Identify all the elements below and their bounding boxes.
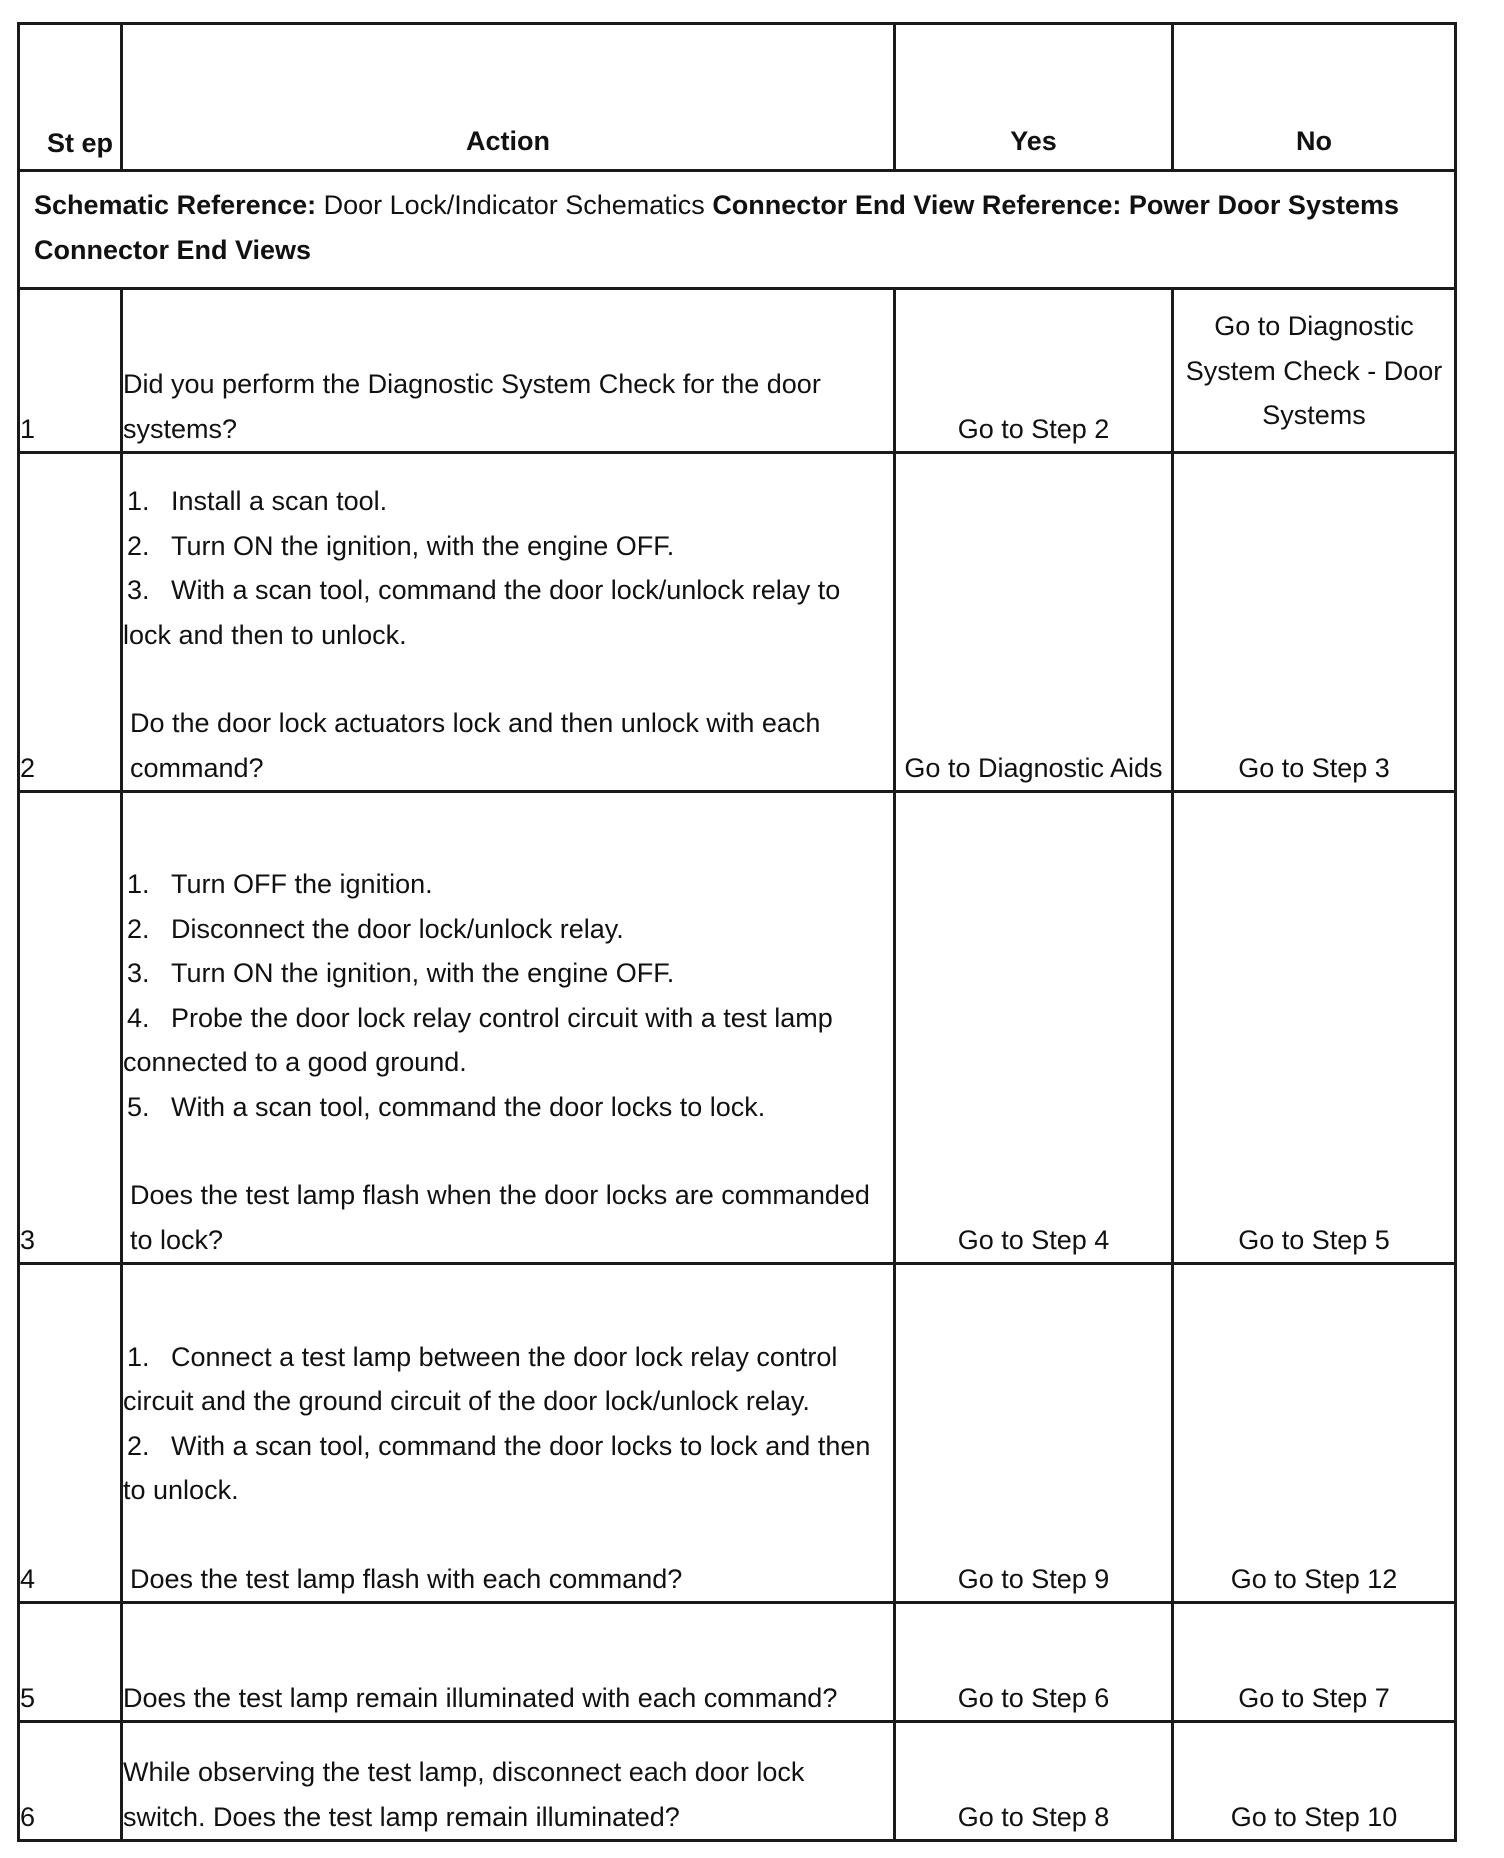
action-item: 2. Turn ON the ignition, with the engine OFF. — [127, 530, 675, 561]
action-cell — [122, 289, 895, 453]
step-number: 2 — [19, 453, 122, 792]
no-link[interactable]: Go to Step 7 — [1173, 1603, 1456, 1722]
action-cell — [122, 453, 895, 792]
action-steps — [123, 1335, 893, 1513]
reference-cell — [19, 171, 1456, 289]
table-row — [19, 289, 1456, 453]
yes-link[interactable]: Go to Step 9 — [895, 1264, 1173, 1603]
action-steps — [123, 862, 893, 1129]
action-cell — [122, 1603, 895, 1722]
header-step: St ep — [19, 24, 122, 171]
yes-link[interactable]: Go to Step 8 — [895, 1722, 1173, 1841]
action-question: Do the door lock actuators lock and then unlock with each command? — [130, 708, 821, 783]
table-row — [19, 1603, 1456, 1722]
header-yes: Yes — [895, 24, 1173, 171]
action-cell — [122, 1722, 895, 1841]
step-number: 5 — [19, 1603, 122, 1722]
action-question: Does the test lamp flash with each command? — [130, 1563, 683, 1594]
action-item: 5. With a scan tool, command the door locks to lock. — [127, 1091, 766, 1122]
action-question: While observing the test lamp, disconnect each door lock switch. Does the test lamp remain illuminated? — [123, 1757, 805, 1832]
header-no: No — [1173, 24, 1456, 171]
header-row — [19, 24, 1456, 171]
schematic-reference-link[interactable]: Door Lock/Indicator Schematics — [316, 190, 713, 220]
step-number: 1 — [19, 289, 122, 453]
step-number: 3 — [19, 792, 122, 1264]
no-link[interactable]: Go to Step 5 — [1173, 792, 1456, 1264]
table-row — [19, 792, 1456, 1264]
action-steps — [123, 479, 893, 657]
table-row — [19, 453, 1456, 792]
action-question: Does the test lamp flash when the door locks are commanded to lock? — [130, 1180, 870, 1255]
connector-reference-label: Connector End View Reference: Power Door Systems Connector End Views — [34, 190, 1400, 265]
yes-link[interactable]: Go to Step 6 — [895, 1603, 1173, 1722]
action-item: 2. Disconnect the door lock/unlock relay. — [127, 913, 624, 944]
action-item: 1. Connect a test lamp between the door lock relay control circuit and the ground circuit of the door lock/unlock relay. — [123, 1341, 838, 1416]
step-number: 4 — [19, 1264, 122, 1603]
table-row — [19, 1722, 1456, 1841]
header-action: Action — [122, 24, 895, 171]
action-item: 3. With a scan tool, command the door lock/unlock relay to lock and then to unlock. — [123, 575, 841, 650]
action-question: Does the test lamp remain illuminated with each command? — [123, 1682, 838, 1713]
step-number: 6 — [19, 1722, 122, 1841]
action-cell — [122, 792, 895, 1264]
reference-row — [19, 171, 1456, 289]
yes-link[interactable]: Go to Step 2 — [895, 289, 1173, 453]
action-item: 1. Install a scan tool. — [127, 486, 388, 516]
action-item: 2. With a scan tool, command the door locks to lock and then to unlock. — [123, 1430, 871, 1505]
action-cell — [122, 1264, 895, 1603]
yes-link[interactable]: Go to Step 4 — [895, 792, 1173, 1264]
action-item: 1. Turn OFF the ignition. — [127, 869, 433, 899]
no-link[interactable]: Go to Step 10 — [1173, 1722, 1456, 1841]
action-question: Did you perform the Diagnostic System Check for the door systems? — [123, 369, 821, 444]
no-link[interactable]: Go to Diagnostic System Check - Door Systems — [1173, 289, 1456, 453]
diagnostic-table — [17, 22, 1457, 1842]
no-link[interactable]: Go to Step 12 — [1173, 1264, 1456, 1603]
action-item: 4. Probe the door lock relay control circuit with a test lamp connected to a good ground. — [123, 1002, 833, 1077]
yes-link[interactable]: Go to Diagnostic Aids — [895, 453, 1173, 792]
no-link[interactable]: Go to Step 3 — [1173, 453, 1456, 792]
schematic-reference-label: Schematic Reference: — [34, 190, 317, 220]
table-row — [19, 1264, 1456, 1603]
action-item: 3. Turn ON the ignition, with the engine OFF. — [127, 958, 675, 988]
